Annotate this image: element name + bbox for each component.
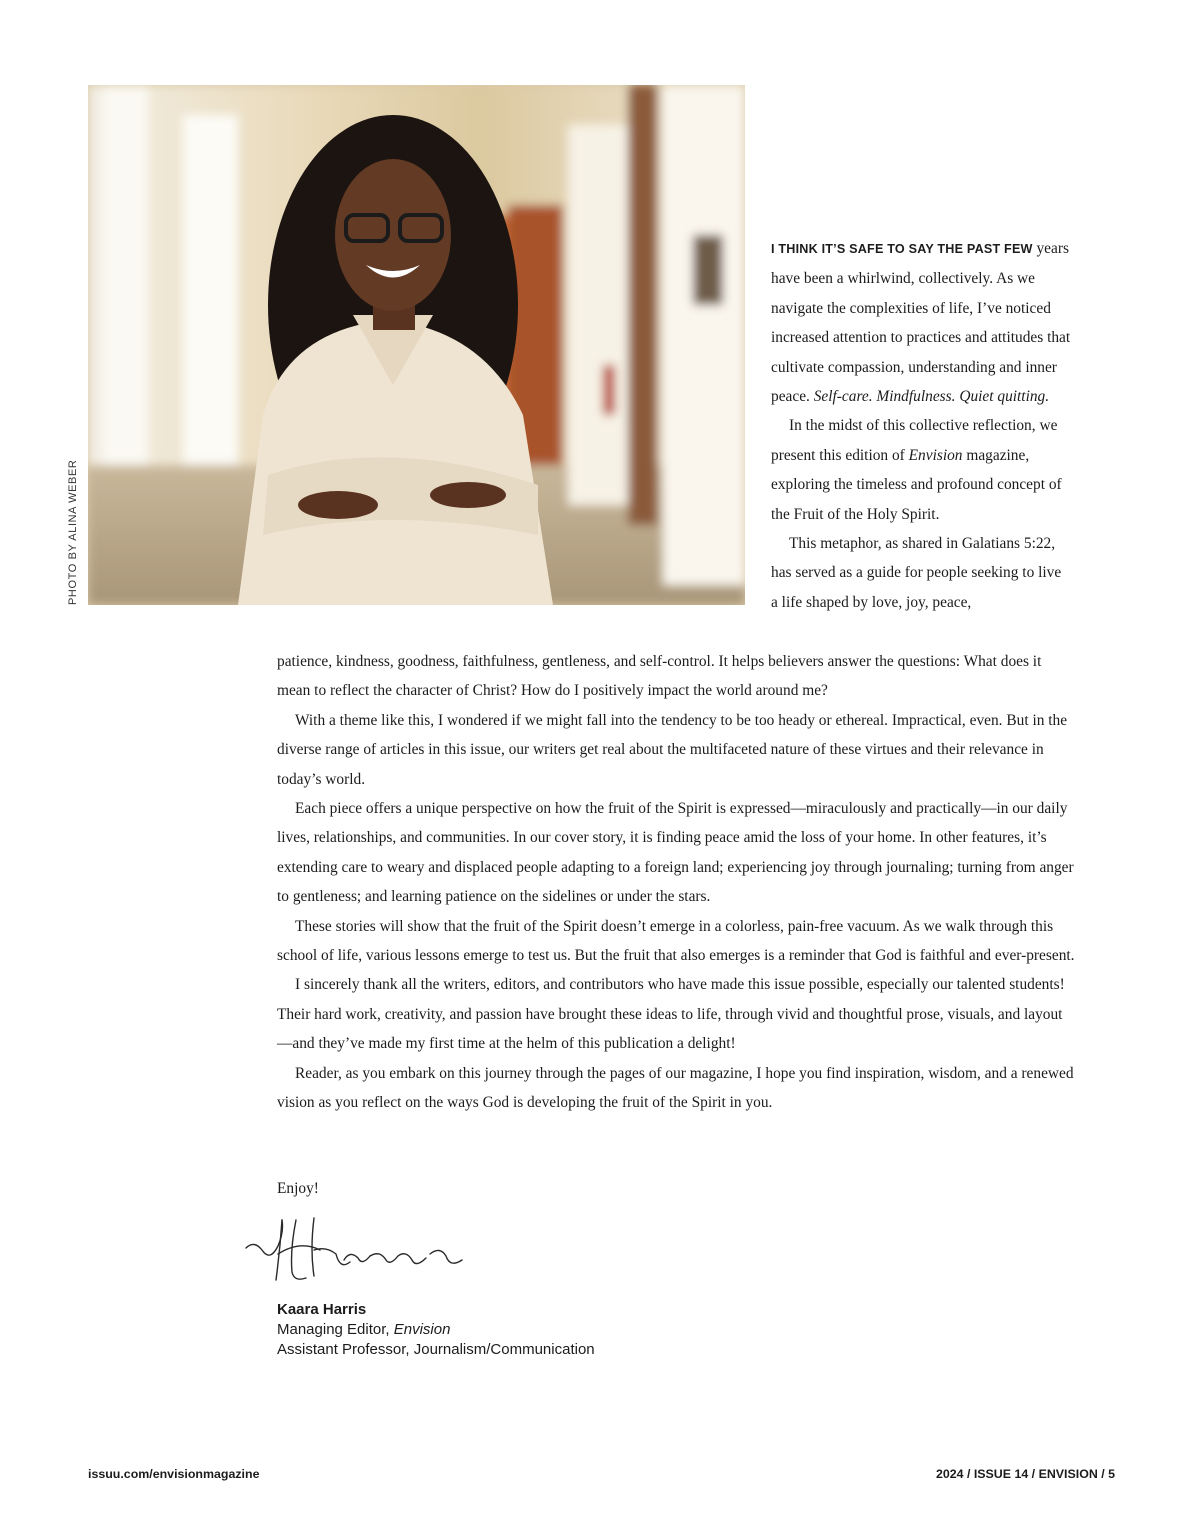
- magazine-name: Envision: [393, 1321, 451, 1338]
- article-body: [277, 647, 1077, 1118]
- author-name: Kaara Harris: [277, 1301, 367, 1318]
- article-paragraph: patience, kindness, goodness, faithfulness, gentleness, and self-control. It helps believers answer the questions: What does it mean to reflect the character of Christ? How do I positively impact the world around me?: [277, 653, 1042, 700]
- magazine-name: Envision: [908, 446, 963, 464]
- article-paragraph: Reader, as you embark on this journey through the pages of our magazine, I hope you find inspiration, wisdom, and a renewed vision as you reflect on the ways God is developing the fruit of the Spirit in you.: [277, 1064, 1074, 1112]
- article-italic-text: Self-care. Mindfulness. Quiet quitting.: [813, 388, 1050, 406]
- article-paragraph: I sincerely thank all the writers, editors, and contributors who have made this issue possible, especially our talented students! Their hard work, creativity, and passion have brought these ideas to life, through vivid and thoughtful prose, visuals, and layout—and they’ve made my first time at the helm of this publication a delight!: [277, 976, 1065, 1053]
- author-title: Managing Editor, Envision: [277, 1321, 451, 1338]
- article-text: years have been a whirlwind, collectively. As we navigate the complexities of life, I’ve noticed increased attention to practices and attitudes that cultivate compassion, understanding and inner peace.: [771, 240, 1071, 406]
- article-text: In the midst of this collective reflection, we present this edition of: [771, 417, 1058, 464]
- article-paragraph: Each piece offers a unique perspective on how the fruit of the Spirit is expressed—miraculously and practically—in our daily lives, relationships, and communities. In our cover story, it is finding peace amid the loss of your home. In other features, it’s extending care to weary and displaced people adapting to a foreign land; experiencing joy through journaling; turning from anger to gentleness; and learning patience on the sidelines or under the stars.: [277, 800, 1074, 906]
- article-paragraph: These stories will show that the fruit of the Spirit doesn’t emerge in a colorless, pain-free vacuum. As we walk through this school of life, various lessons emerge to test us. But the fruit that also emerges is a reminder that God is faithful and ever-present.: [277, 917, 1075, 965]
- photo-credit: PHOTO BY ALINA WEBER: [67, 459, 79, 605]
- article-intro-column: [771, 234, 1071, 617]
- article-text: magazine, exploring the timeless and profound concept of the Fruit of the Holy Spirit.: [771, 446, 1062, 523]
- article-paragraph: With a theme like this, I wondered if we might fall into the tendency to be too heady or ethereal. Impractical, even. But in the diverse range of articles in this issue, our writers get real about the multifaceted nature of these virtues and their relevance in today’s world.: [277, 711, 1068, 788]
- footer-website: issuu.com/envisionmagazine: [88, 1467, 260, 1481]
- editor-portrait-photo: [88, 85, 745, 605]
- article-paragraph: This metaphor, as shared in Galatians 5:22, has served as a guide for people seeking to live a life shaped by love, joy, peace,: [771, 535, 1062, 611]
- article-paragraph: [771, 234, 1071, 411]
- signature-block: [277, 1300, 595, 1360]
- footer-folio: 2024 / ISSUE 14 / ENVISION / 5: [935, 1467, 1115, 1481]
- author-position: Assistant Professor, Journalism/Communication: [277, 1341, 595, 1358]
- handwritten-signature: [240, 1210, 480, 1290]
- article-lead-in: I THINK IT’S SAFE TO SAY THE PAST FEW: [771, 242, 1033, 256]
- closing-line: Enjoy!: [277, 1180, 319, 1197]
- article-paragraph: [771, 411, 1071, 529]
